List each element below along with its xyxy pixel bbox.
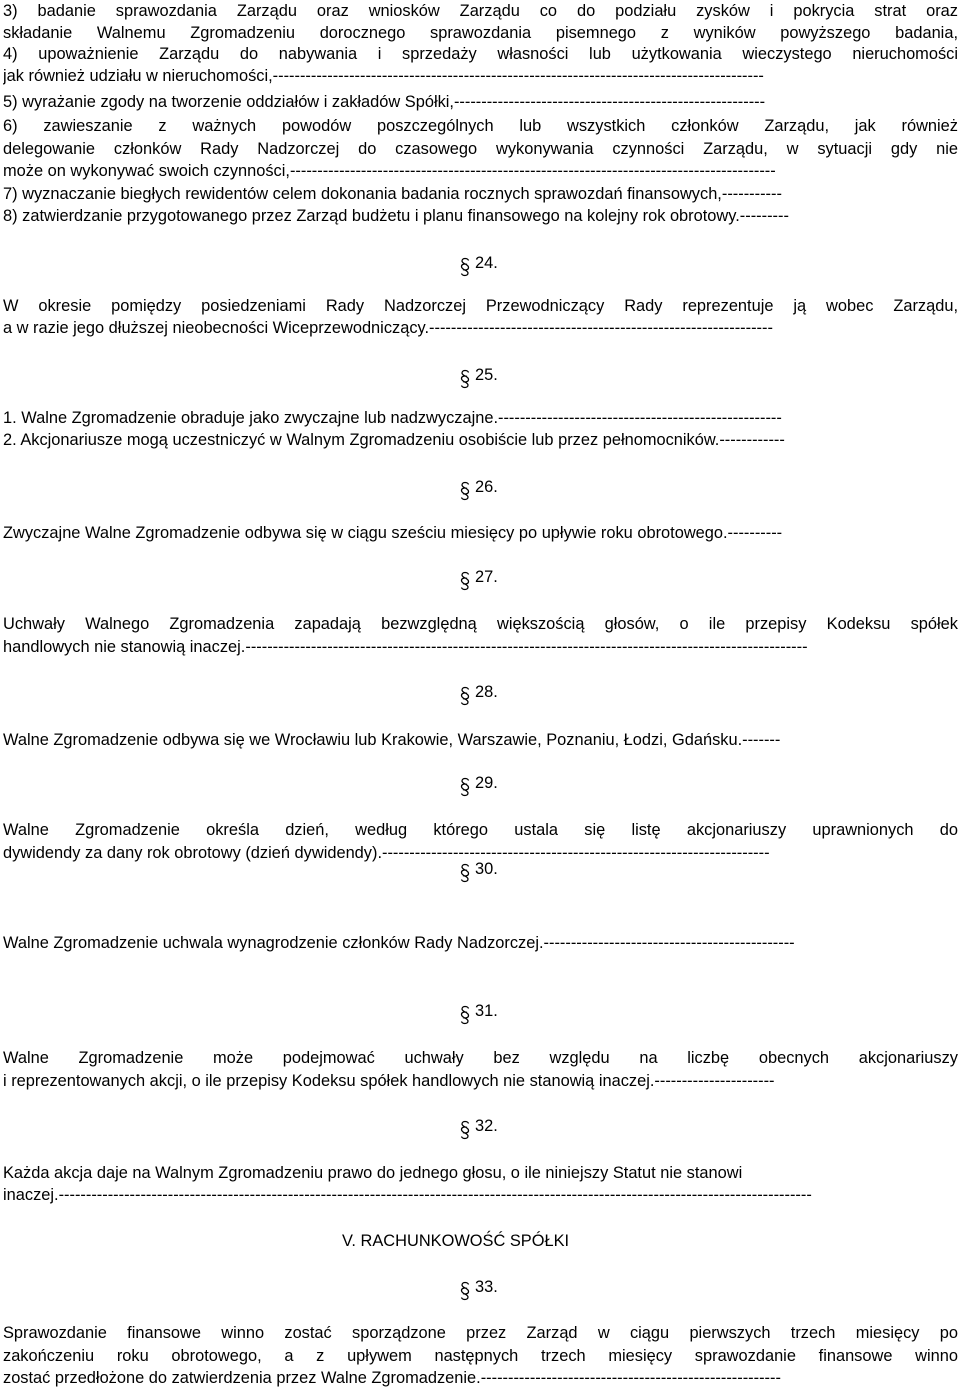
section-number <box>459 1000 509 1026</box>
text-line: Walne Zgromadzenie uchwala wynagrodzenie członków Rady Nadzorczej.---------------------------------------------- <box>3 934 795 952</box>
text-line: W okresie pomiędzy posiedzeniami Rady Nadzorczej Przewodniczący Rady reprezentuje ją wobec Zarządu, <box>3 297 958 315</box>
section-sign-icon <box>459 1004 471 1026</box>
text-line: 1. Walne Zgromadzenie obraduje jako zwyczajne lub nadzwyczajne.---------------------------------------------------- <box>3 409 782 427</box>
section-sign-icon <box>459 1119 471 1141</box>
text-line: 2. Akcjonariusze mogą uczestniczyć w Walnym Zgromadzeniu osobiście lub przez pełnomocników.------------ <box>3 431 785 449</box>
text-line: dywidendy za dany rok obrotowy (dzień dywidendy).----------------------------------------------------------------------- <box>3 844 770 862</box>
section-sign-icon <box>459 570 471 592</box>
text-line: Uchwały Walnego Zgromadzenia zapadają bezwzględną większością głosów, o ile przepisy Kodeksu spółek <box>3 615 958 633</box>
section-number-text: 26. <box>475 478 498 496</box>
text-line: składanie Walnemu Zgromadzeniu dorocznego sprawozdania pisemnego z wyników powyższego badania, <box>3 24 958 42</box>
section-sign-icon <box>459 1280 471 1302</box>
section-number <box>459 476 509 502</box>
text-line: Walne Zgromadzenie określa dzień, według którego ustala się listę akcjonariuszy uprawnionych do <box>3 821 958 839</box>
text-line: 4) upoważnienie Zarządu do nabywania i sprzedaży własności lub użytkowania wieczystego nieruchomości <box>3 45 958 63</box>
section-sign-icon <box>459 685 471 707</box>
text-line: jak również udziału w nieruchomości,------------------------------------------------------------------------------------------ <box>3 67 764 85</box>
text-line: 3) badanie sprawozdania Zarządu oraz wniosków Zarządu co do podziału zysków i pokrycia strat oraz <box>3 2 958 20</box>
section-number <box>459 566 509 592</box>
section-number <box>459 1276 509 1302</box>
text-line: inaczej.------------------------------------------------------------------------------------------------------------------------------------------ <box>3 1186 812 1204</box>
text-line: Sprawozdanie finansowe winno zostać sporządzone przez Zarząd w ciągu pierwszych trzech miesięcy po <box>3 1324 958 1342</box>
section-number-text: 29. <box>475 774 498 792</box>
section-number-text: 28. <box>475 683 498 701</box>
section-sign-icon <box>459 862 471 884</box>
text-line: Każda akcja daje na Walnym Zgromadzeniu prawo do jednego głosu, o ile niniejszy Statut nie stanowi <box>3 1164 743 1182</box>
text-line: może on wykonywać swoich czynności,----------------------------------------------------------------------------------------- <box>3 162 776 180</box>
text-line: handlowych nie stanowią inaczej.------------------------------------------------------------------------------------------------------- <box>3 638 808 656</box>
text-line: Zwyczajne Walne Zgromadzenie odbywa się w ciągu sześciu miesięcy po upływie roku obrotowego.---------- <box>3 524 783 542</box>
section-number <box>459 364 509 390</box>
text-line: zostać przedłożone do zatwierdzenia przez Walne Zgromadzenie.------------------------------------------------------- <box>3 1369 781 1387</box>
text-line: Walne Zgromadzenie odbywa się we Wrocławiu lub Krakowie, Warszawie, Poznaniu, Łodzi, Gdańsku.------- <box>3 731 781 749</box>
text-line: 8) zatwierdzanie przygotowanego przez Zarząd budżetu i planu finansowego na kolejny rok obrotowy.--------- <box>3 207 789 225</box>
text-line: i reprezentowanych akcji, o ile przepisy Kodeksu spółek handlowych nie stanowią inaczej.---------------------- <box>3 1072 775 1090</box>
section-number-text: 31. <box>475 1002 498 1020</box>
text-line: Walne Zgromadzenie może podejmować uchwały bez względu na liczbę obecnych akcjonariuszy <box>3 1049 958 1067</box>
section-number-text: 27. <box>475 568 498 586</box>
text-line: zakończeniu roku obrotowego, a z upływem następnych trzech miesięcy sprawozdanie finansowe winno <box>3 1347 958 1365</box>
section-number-text: 25. <box>475 366 498 384</box>
text-line: 7) wyznaczanie biegłych rewidentów celem dokonania badania rocznych sprawozdań finansowych,----------- <box>3 185 782 203</box>
section-number <box>459 252 509 278</box>
section-number <box>459 772 509 798</box>
section-number <box>459 858 509 884</box>
chapter-heading: V. RACHUNKOWOŚĆ SPÓŁKI <box>342 1232 570 1250</box>
section-number-text: 30. <box>475 860 498 878</box>
section-sign-icon <box>459 368 471 390</box>
section-sign-icon <box>459 776 471 798</box>
section-sign-icon <box>459 480 471 502</box>
section-sign-icon <box>459 256 471 278</box>
section-number-text: 33. <box>475 1278 498 1296</box>
text-line: 5) wyrażanie zgody na tworzenie oddziałów i zakładów Spółki,--------------------------------------------------------- <box>3 93 766 111</box>
section-number <box>459 1115 509 1141</box>
text-line: 6) zawieszanie z ważnych powodów poszczególnych lub wszystkich członków Zarządu, jak również <box>3 117 958 135</box>
text-line: delegowanie członków Rady Nadzorczej do czasowego wykonywania czynności Zarządu, w sytuacji gdy nie <box>3 140 958 158</box>
section-number-text: 32. <box>475 1117 498 1135</box>
text-line: a w razie jego dłuższej nieobecności Wiceprzewodniczący.--------------------------------------------------------------- <box>3 319 773 337</box>
section-number <box>459 681 509 707</box>
section-number-text: 24. <box>475 254 498 272</box>
